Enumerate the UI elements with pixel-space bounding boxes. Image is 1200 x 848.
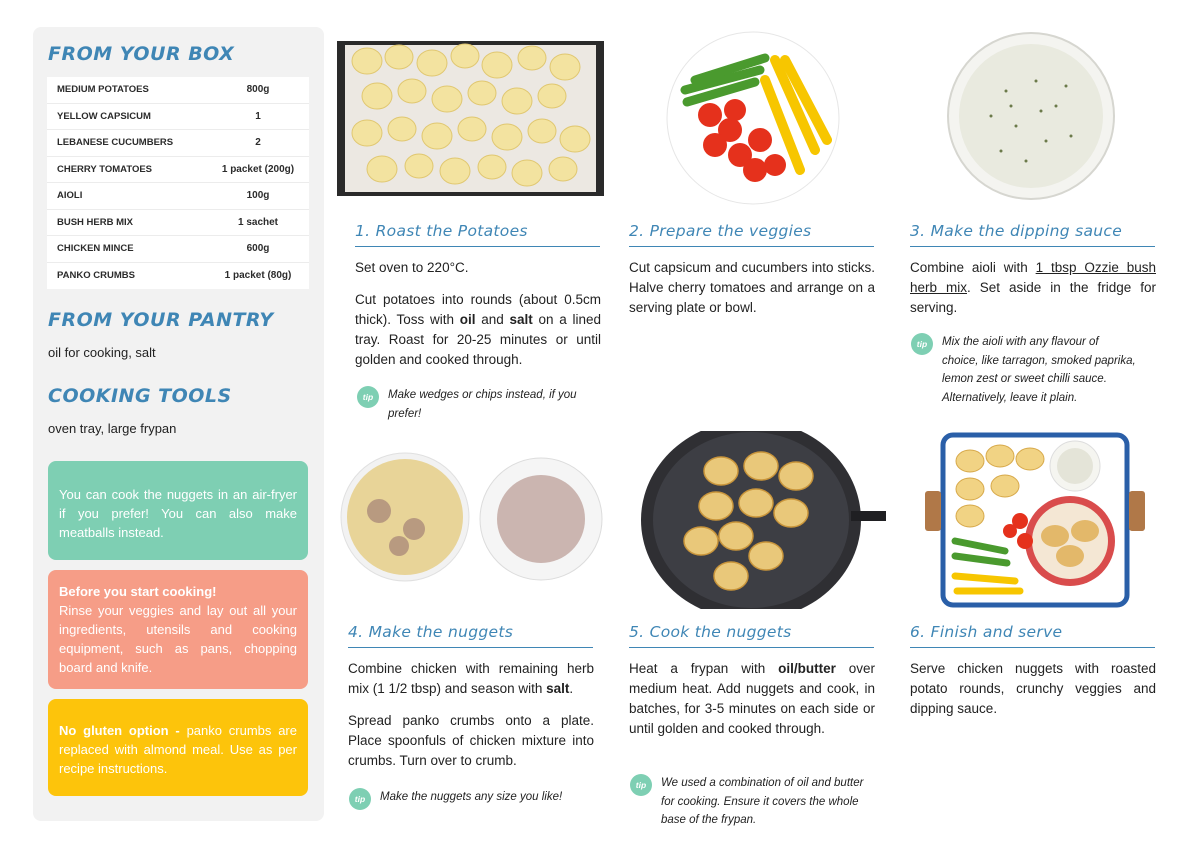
- step-2-title: 2. Prepare the veggies: [629, 222, 874, 247]
- step-5-tip-text: We used a combination of oil and butter for cooking. Ensure it covers the whole base of the frypan.: [661, 777, 864, 826]
- frypan-nuggets-photo: [641, 431, 886, 609]
- text-fragment: Cut potatoes into rounds (about 0.5cm thick). Toss with: [355, 292, 601, 327]
- text-fragment: salt: [546, 681, 570, 696]
- text-fragment: Combine chicken with remaining herb mix (1 1/2 tbsp) and season with: [348, 661, 594, 696]
- step-6-title: 6. Finish and serve: [910, 623, 1155, 648]
- step-1-paragraph-1: Set oven to 220°C.: [355, 260, 469, 275]
- step-4-paragraph-1: [348, 659, 594, 699]
- roast-potatoes-photo: [337, 41, 604, 196]
- ingredient-row: [47, 263, 309, 290]
- before-cooking-note: [48, 570, 308, 689]
- ingredient-quantity: 1 sachet: [237, 216, 279, 228]
- step-3-tip-text: Mix the aioli with any flavour of choice, like tarragon, smoked paprika, lemon zest or sweet chilli sauce. Alternatively, leave it plain.: [942, 336, 1136, 404]
- ingredient-quantity: 2: [255, 137, 261, 149]
- gluten-option-heading: No gluten option -: [59, 723, 180, 738]
- text-fragment: . Set aside in the fridge for serving.: [910, 280, 1156, 315]
- ingredient-quantity: 600g: [246, 243, 270, 255]
- step-6-paragraph-1: Serve chicken nuggets with roasted potato rounds, crunchy veggies and dipping sauce.: [910, 661, 1156, 716]
- ingredient-row: [47, 210, 309, 237]
- ingredient-quantity: 100g: [246, 190, 270, 202]
- step-4-tip: [349, 788, 594, 810]
- text-fragment: and: [475, 312, 510, 327]
- chicken-mince-bowl-photo: [478, 456, 604, 582]
- ingredient-name: PANKO CRUMBS: [57, 270, 135, 282]
- cooking-tools-heading: COOKING TOOLS: [48, 385, 232, 407]
- step-4-tip-text: Make the nuggets any size you like!: [380, 791, 563, 803]
- finished-dish-photo: [925, 431, 1145, 609]
- ingredient-row: [47, 236, 309, 263]
- before-cooking-text: Rinse your veggies and lay out all your ingredients, utensils and cooking equipment, such as pans, chopping board and knife.: [59, 603, 297, 675]
- step-5-tip: [630, 774, 865, 830]
- step-1-tip: [357, 386, 577, 423]
- step-5-body: [629, 659, 875, 751]
- ingredient-name: BUSH HERB MIX: [57, 216, 134, 228]
- ingredient-name: CHERRY TOMATOES: [57, 163, 153, 175]
- from-your-pantry-heading: FROM YOUR PANTRY: [48, 309, 274, 331]
- step-1-body: [355, 258, 601, 382]
- text-fragment: salt: [509, 312, 533, 327]
- ingredient-quantity: 1 packet (80g): [224, 270, 292, 282]
- sidebar-panel: [33, 27, 324, 821]
- gluten-option-note: [48, 699, 308, 796]
- ingredient-quantity: 1 packet (200g): [221, 163, 295, 175]
- gluten-option-text: panko crumbs are replaced with almond meal. Use as per recipe instructions.: [59, 723, 297, 776]
- text-fragment: over medium heat. Add nuggets and cook, in batches, for 3-5 minutes on each side or until golden and cooked through.: [629, 661, 875, 736]
- step-1-title: 1. Roast the Potatoes: [355, 222, 600, 247]
- step-4-title: 4. Make the nuggets: [348, 623, 593, 648]
- step-2-paragraph-1: Cut capsicum and cucumbers into sticks. Halve cherry tomatoes and arrange on a serving plate or bowl.: [629, 260, 875, 315]
- ingredients-table: [47, 77, 309, 289]
- tip-badge-icon: tip: [630, 774, 652, 796]
- ingredient-quantity: 800g: [246, 84, 270, 96]
- step-4-body: [348, 659, 594, 783]
- before-cooking-heading: Before you start cooking!: [59, 584, 217, 599]
- ingredient-name: MEDIUM POTATOES: [57, 84, 149, 96]
- step-3-paragraph-1: [910, 258, 1156, 318]
- tip-badge-icon: tip: [357, 386, 379, 408]
- step-5-title: 5. Cook the nuggets: [629, 623, 874, 648]
- tip-badge-icon: tip: [349, 788, 371, 810]
- text-fragment: Heat a frypan with: [629, 661, 779, 676]
- step-3-body: [910, 258, 1156, 330]
- step-1-paragraph-2: [355, 290, 601, 370]
- cooking-tools-text: oven tray, large frypan: [48, 421, 177, 436]
- text-fragment: oil: [459, 312, 476, 327]
- air-fryer-note-text: You can cook the nuggets in an air-fryer if you prefer! You can also make meatballs instead.: [59, 487, 297, 540]
- step-5-paragraph-1: [629, 659, 875, 739]
- dipping-sauce-photo: [946, 31, 1116, 201]
- from-your-box-heading: FROM YOUR BOX: [48, 43, 235, 65]
- panko-crumb-plate-photo: [339, 451, 471, 583]
- ingredient-name: CHICKEN MINCE: [57, 243, 134, 255]
- pantry-text: oil for cooking, salt: [48, 345, 156, 360]
- text-fragment: oil/butter: [778, 661, 836, 676]
- ingredient-row: [47, 157, 309, 184]
- ingredient-row: [47, 77, 309, 104]
- ingredient-quantity: 1: [255, 110, 261, 122]
- text-fragment: on a lined tray. Roast for 20-25 minutes or until golden and cooked through.: [355, 312, 601, 367]
- ingredient-row: [47, 104, 309, 131]
- veggie-plate-photo: [665, 30, 841, 206]
- ingredient-name: YELLOW CAPSICUM: [57, 110, 151, 122]
- step-3-title: 3. Make the dipping sauce: [910, 222, 1155, 247]
- tip-badge-icon: tip: [911, 333, 933, 355]
- air-fryer-note: [48, 461, 308, 560]
- ingredient-row: [47, 183, 309, 210]
- step-4-paragraph-2: Spread panko crumbs onto a plate. Place spoonfuls of chicken mixture into crumbs. Turn over to crumb.: [348, 713, 594, 768]
- text-fragment: 1 tbsp Ozzie bush herb mix: [910, 260, 1156, 295]
- step-1-tip-text: Make wedges or chips instead, if you prefer!: [388, 389, 577, 420]
- step-2-body: [629, 258, 875, 330]
- text-fragment: Combine aioli with: [910, 260, 1036, 275]
- text-fragment: .: [569, 681, 574, 696]
- ingredient-name: LEBANESE CUCUMBERS: [57, 137, 174, 149]
- step-6-body: [910, 659, 1156, 731]
- ingredient-row: [47, 130, 309, 157]
- ingredient-name: AIOLI: [57, 190, 83, 202]
- step-3-tip: [911, 333, 1136, 407]
